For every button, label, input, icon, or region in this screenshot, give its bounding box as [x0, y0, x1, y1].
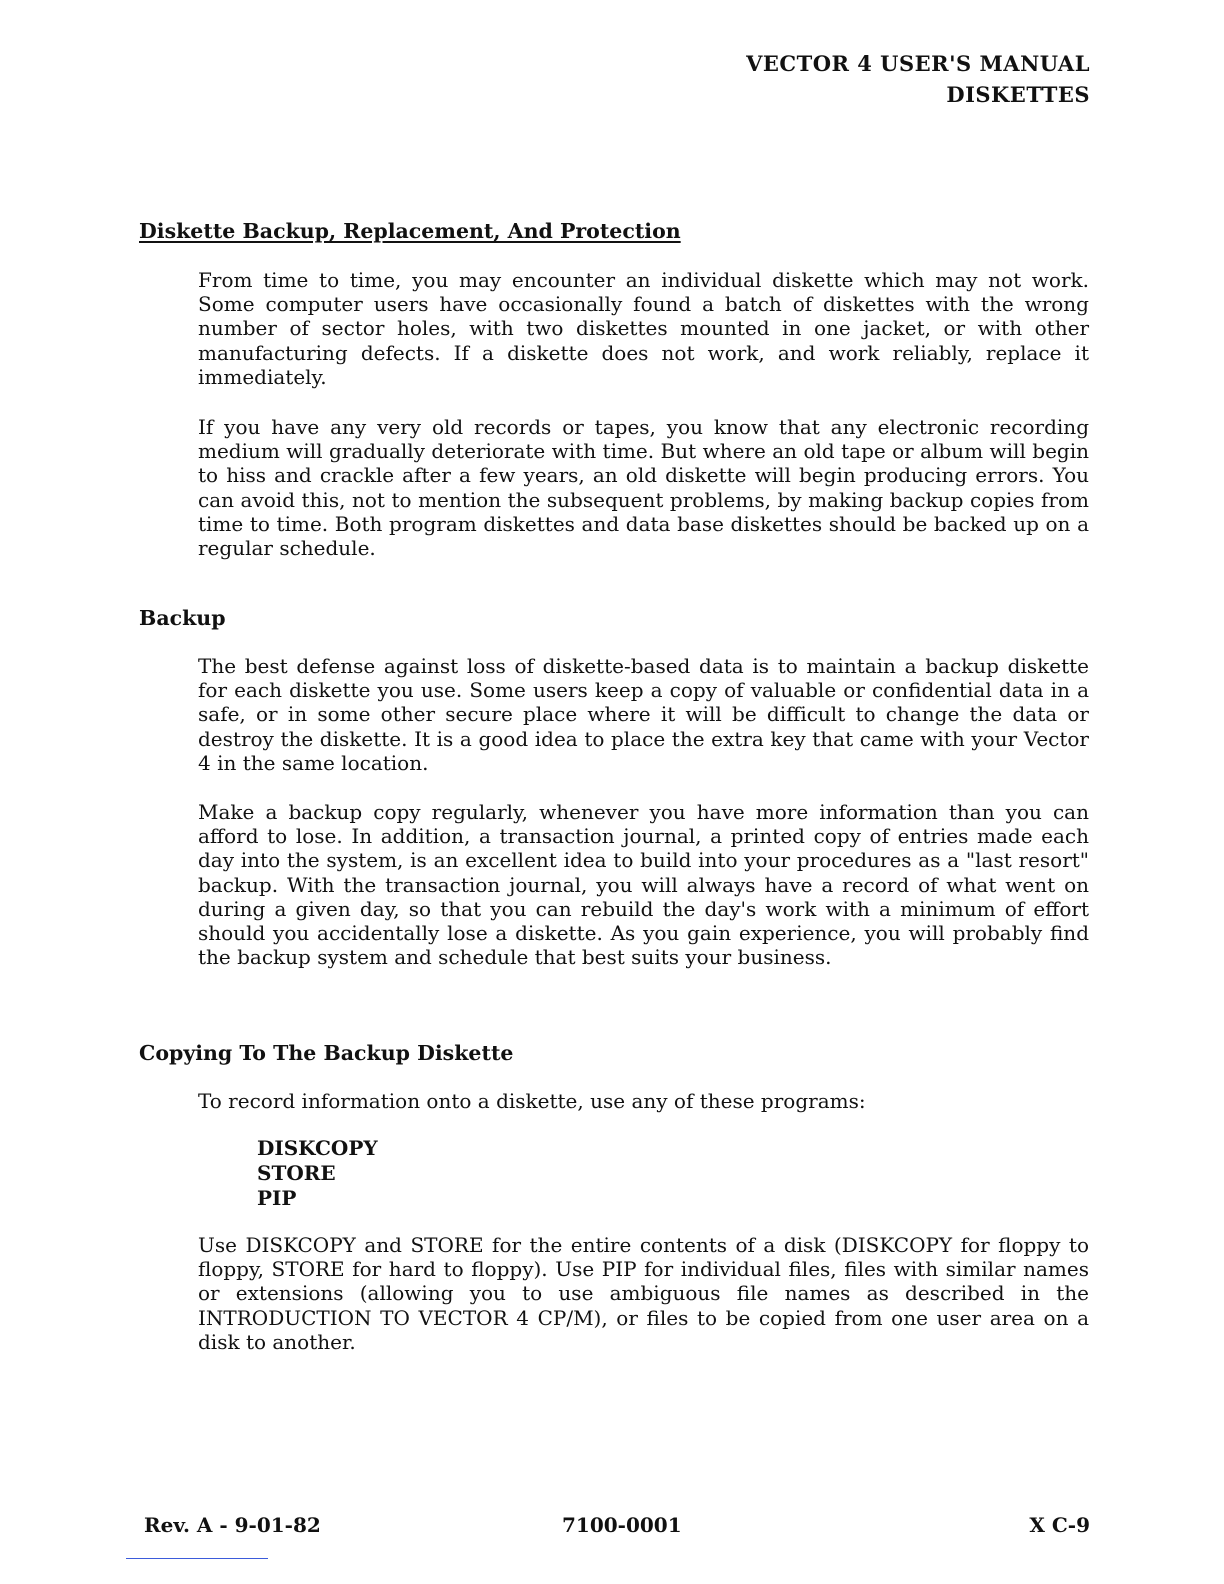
footer-page-number: X C-9 [1029, 1513, 1090, 1537]
footer-revision: Rev. A - 9-01-82 [144, 1513, 321, 1537]
page-header [746, 48, 1090, 110]
paragraph-copying-usage: Use DISKCOPY and STORE for the entire contents of a disk (DISKCOPY for floppy to floppy, STORE for hard to floppy). Use PIP for individual files, files with similar names or extensions (allowing you to use ambiguous file names as described in the INTRODUCTION TO VECTOR 4 CP/M), or files to be copied from one user area on a disk to another. [198, 1233, 1089, 1354]
section-title-copying: Copying To The Backup Diskette [139, 1041, 514, 1065]
program-list [257, 1136, 378, 1211]
section-title-backup: Backup [139, 606, 226, 630]
program-diskcopy: DISKCOPY [257, 1136, 378, 1160]
footer-doc-number: 7100-0001 [562, 1513, 682, 1537]
header-manual-title: VECTOR 4 USER'S MANUAL [746, 51, 1090, 76]
paragraph-backup-defense: The best defense against loss of diskette-based data is to maintain a backup diskette for each diskette you use. Some users keep a copy of valuable or confidential data in a safe, or in some other secure place where it will be difficult to change the data or destroy the diskette. It is a good idea to place the extra key that came with your Vector 4 in the same location. [198, 654, 1089, 775]
program-pip: PIP [257, 1186, 297, 1210]
header-chapter-title: DISKETTES [946, 82, 1090, 107]
paragraph-deterioration: If you have any very old records or tapes, you know that any electronic recording medium will gradually deteriorate with time. But where an old tape or album will begin to hiss and crackle after a few years, an old diskette will begin producing errors. You can avoid this, not to mention the subsequent problems, by making backup copies from time to time. Both program diskettes and data base diskettes should be backed up on a regular schedule. [198, 415, 1089, 561]
section-title-protection: Diskette Backup, Replacement, And Protection [139, 219, 681, 243]
program-store: STORE [257, 1161, 336, 1185]
paragraph-backup-schedule: Make a backup copy regularly, whenever you have more information than you can afford to lose. In addition, a transaction journal, a printed copy of entries made each day into the system, is an excellent idea to build into your procedures as a "last resort" backup. With the transaction journal, you will always have a record of what went on during a given day, so that you can rebuild the day's work with a minimum of effort should you accidentally lose a diskette. As you gain experience, you will probably find the backup system and schedule that best suits your business. [198, 800, 1089, 970]
scan-edge-line [126, 1558, 268, 1559]
paragraph-defective-diskettes: From time to time, you may encounter an individual diskette which may not work. Some computer users have occasionally found a batch of diskettes with the wrong number of sector holes, with two diskettes mounted in one jacket, or with other manufacturing defects. If a diskette does not work, and work reliably, replace it immediately. [198, 268, 1089, 389]
paragraph-copying-intro: To record information onto a diskette, use any of these programs: [198, 1089, 866, 1113]
